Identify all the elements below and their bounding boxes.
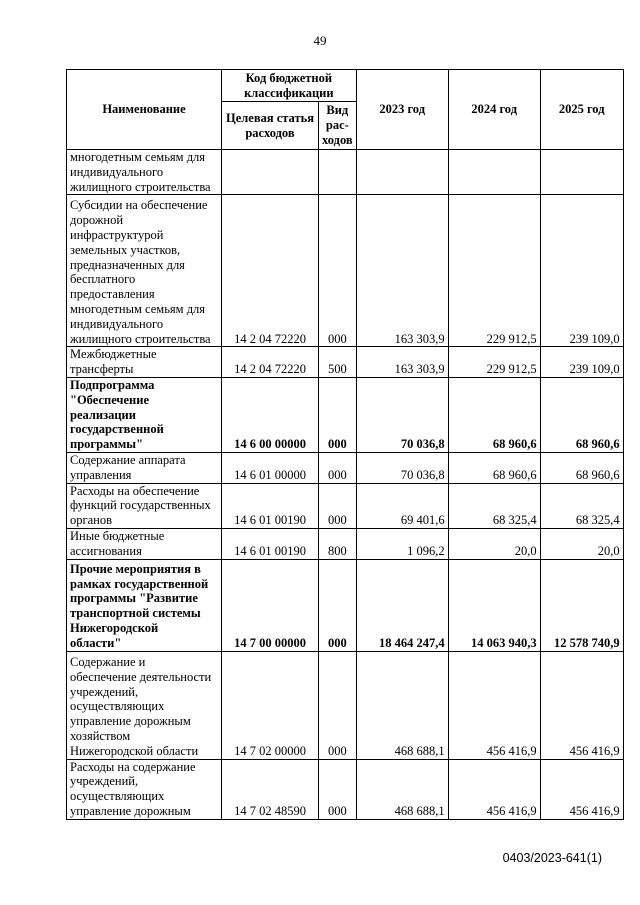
row-name: Иные бюджетные ассигнования [67,528,222,559]
row-value-2024: 456 416,9 [448,651,540,759]
table-row [67,347,624,378]
row-value-2023: 468 688,1 [356,759,448,819]
header-year-2024: 2024 год [448,70,540,150]
row-value-2024: 20,0 [448,528,540,559]
row-name: Расходы на содержание учреждений, осуществляющих управление дорожным [67,759,222,819]
table-row [67,528,624,559]
row-value-2023: 70 036,8 [356,452,448,483]
row-target-article: 14 7 02 48590 [222,759,319,819]
row-value-2025: 68 960,6 [540,377,623,452]
row-expense-type: 000 [319,377,357,452]
table-row [67,377,624,452]
budget-table [66,69,624,820]
row-expense-type: 000 [319,483,357,528]
row-value-2025: 239 109,0 [540,347,623,378]
row-name: Межбюджетные трансферты [67,347,222,378]
row-value-2023 [356,150,448,195]
table-row [67,651,624,759]
row-value-2023: 163 303,9 [356,347,448,378]
row-name: Содержание аппарата управления [67,452,222,483]
table-row [67,452,624,483]
row-expense-type: 500 [319,347,357,378]
table-row [67,150,624,195]
table-row [67,483,624,528]
row-expense-type: 800 [319,528,357,559]
row-value-2024: 68 960,6 [448,377,540,452]
row-value-2024: 14 063 940,3 [448,559,540,651]
row-value-2024: 68 960,6 [448,452,540,483]
row-name: Субсидии на обеспечение дорожной инфраструктурой земельных участков, предназначенных для бесплатного предоставления многодетным семьям для индивидуального жилищного строительства [67,195,222,347]
page-number: 49 [313,33,327,48]
row-name: Расходы на обеспечение функций государственных органов [67,483,222,528]
row-target-article: 14 6 01 00000 [222,452,319,483]
row-value-2023: 69 401,6 [356,483,448,528]
row-value-2023: 468 688,1 [356,651,448,759]
row-expense-type: 000 [319,452,357,483]
row-target-article: 14 7 02 00000 [222,651,319,759]
row-target-article: 14 6 00 00000 [222,377,319,452]
header-name: Наименование [67,70,222,150]
row-expense-type: 000 [319,759,357,819]
row-target-article: 14 6 01 00190 [222,528,319,559]
row-expense-type: 000 [319,559,357,651]
row-value-2023: 18 464 247,4 [356,559,448,651]
table-row [67,559,624,651]
row-value-2023: 70 036,8 [356,377,448,452]
header-year-2025: 2025 год [540,70,623,150]
header-target-article: Целевая статья расходов [222,102,319,150]
row-target-article: 14 2 04 72220 [222,347,319,378]
row-name: Подпрограмма "Обеспечение реализации государственной программы" [67,377,222,452]
row-target-article: 14 2 04 72220 [222,195,319,347]
row-value-2025: 68 325,4 [540,483,623,528]
row-value-2024: 229 912,5 [448,347,540,378]
row-value-2024: 229 912,5 [448,195,540,347]
row-value-2024: 68 325,4 [448,483,540,528]
row-value-2025: 456 416,9 [540,759,623,819]
row-value-2024 [448,150,540,195]
row-value-2025: 68 960,6 [540,452,623,483]
row-value-2025: 239 109,0 [540,195,623,347]
row-target-article: 14 7 00 00000 [222,559,319,651]
row-name: Прочие мероприятия в рамках государственной программы "Развитие транспортной системы Нижегородской области" [67,559,222,651]
row-value-2025: 20,0 [540,528,623,559]
header-budget-code: Код бюджетной классификации [222,70,357,102]
row-value-2025: 12 578 740,9 [540,559,623,651]
header-expense-type: Вид рас-ходов [319,102,357,150]
row-value-2023: 1 096,2 [356,528,448,559]
row-name: многодетным семьям для индивидуального жилищного строительства [67,150,222,195]
row-expense-type: 000 [319,195,357,347]
row-expense-type [319,150,357,195]
row-value-2024: 456 416,9 [448,759,540,819]
row-value-2025 [540,150,623,195]
row-value-2025: 456 416,9 [540,651,623,759]
document-code: 0403/2023-641(1) [502,851,602,865]
row-name: Содержание и обеспечение деятельности учреждений, осуществляющих управление дорожным хозяйством Нижегородской области [67,651,222,759]
row-target-article: 14 6 01 00190 [222,483,319,528]
table-row [67,759,624,819]
row-value-2023: 163 303,9 [356,195,448,347]
row-expense-type: 000 [319,651,357,759]
header-year-2023: 2023 год [356,70,448,150]
table-row [67,195,624,347]
row-target-article [222,150,319,195]
